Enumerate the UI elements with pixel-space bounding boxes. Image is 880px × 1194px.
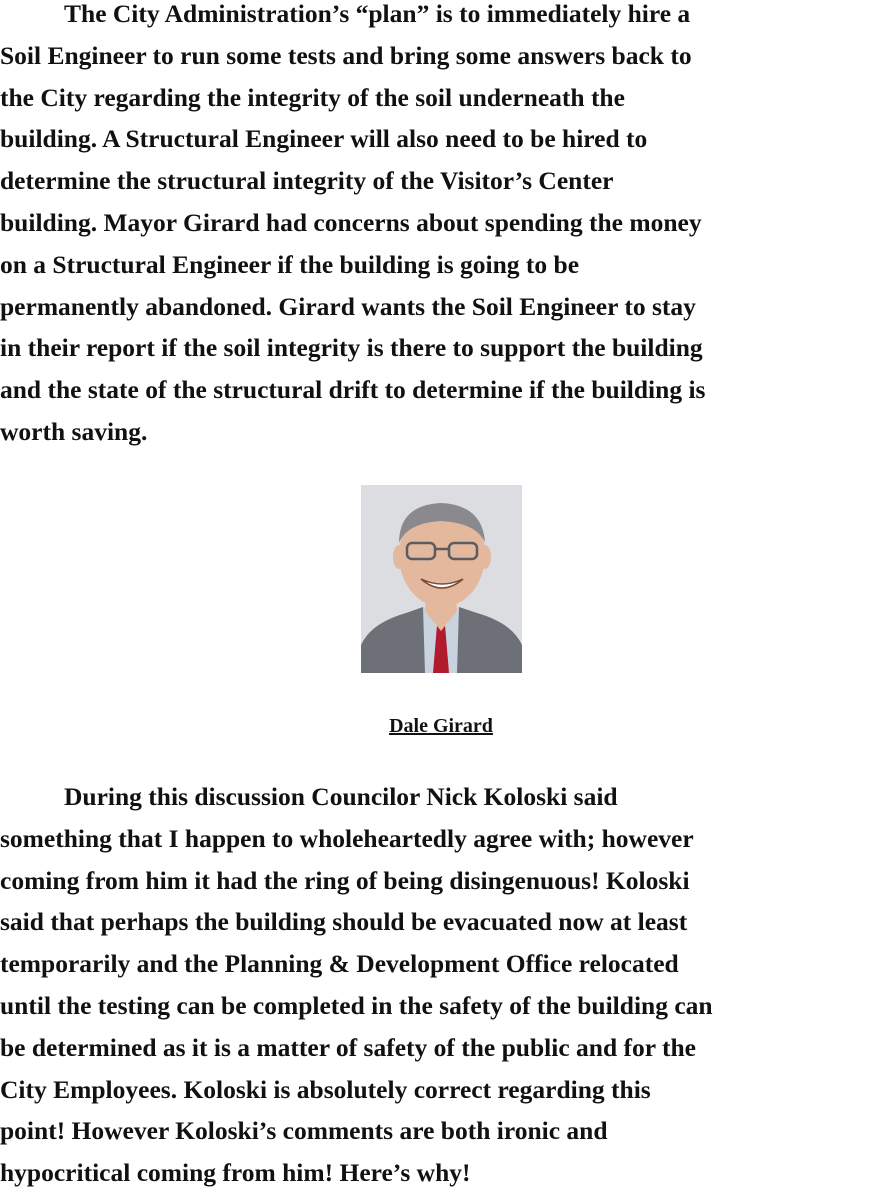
text-line: Soil Engineer to run some tests and bring some answers back to [0, 40, 692, 70]
text-line: on a Structural Engineer if the building is going to be [0, 249, 580, 279]
text-line: hypocritical coming from him! Here’s why! [0, 1158, 471, 1188]
text-line: until the testing can be completed in the safety of the building can [0, 990, 713, 1020]
text-line: temporarily and the Planning & Development Office relocated [0, 949, 679, 979]
text-line: point! However Koloski’s comments are both ironic and [0, 1116, 608, 1146]
portrait-illustration [361, 485, 522, 673]
text-line: permanently abandoned. Girard wants the Soil Engineer to stay [0, 291, 696, 321]
text-line: City Employees. Koloski is absolutely correct regarding this [0, 1074, 651, 1104]
text-line: said that perhaps the building should be evacuated now at least [0, 907, 688, 937]
photo-caption: Dale Girard [389, 715, 493, 737]
paragraph-2 [0, 776, 713, 1194]
text-line: The City Administration’s “plan” is to immediately hire a [64, 0, 691, 28]
portrait-photo [361, 485, 522, 673]
text-line: During this discussion Councilor Nick Koloski said [64, 782, 618, 811]
text-line: worth saving. [0, 416, 148, 446]
text-line: in their report if the soil integrity is there to support the building [0, 333, 703, 363]
text-line: building. Mayor Girard had concerns about spending the money [0, 207, 702, 237]
text-line: determine the structural integrity of the Visitor’s Center [0, 166, 614, 196]
text-line: and the state of the structural drift to determine if the building is [0, 375, 706, 405]
paragraph-1 [0, 0, 705, 453]
text-line: the City regarding the integrity of the soil underneath the [0, 82, 625, 112]
text-line: something that I happen to wholeheartedly agree with; however [0, 823, 694, 853]
text-line: coming from him it had the ring of being disingenuous! Koloski [0, 865, 690, 895]
text-line: be determined as it is a matter of safety of the public and for the [0, 1032, 696, 1062]
text-line: building. A Structural Engineer will also need to be hired to [0, 124, 648, 154]
